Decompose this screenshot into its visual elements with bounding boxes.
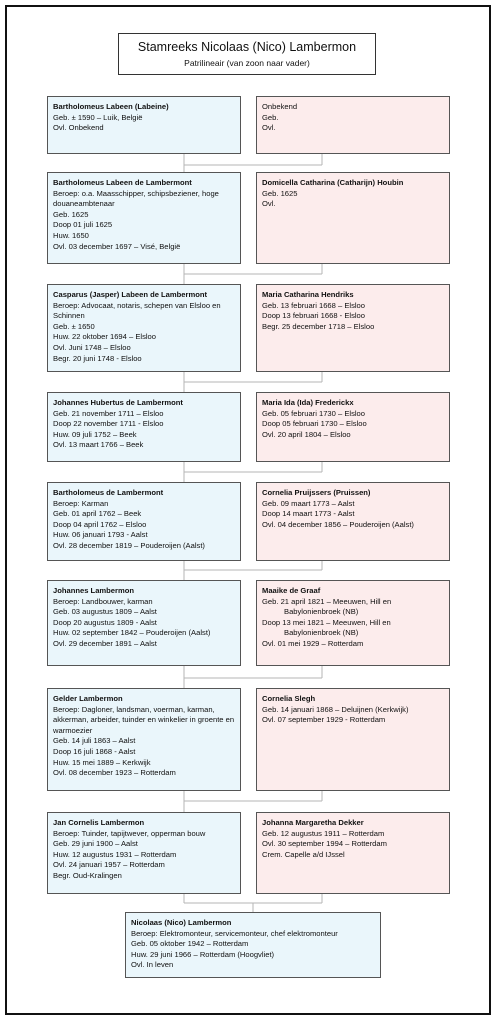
person-name: Domicella Catharina (Catharijn) Houbin xyxy=(262,178,404,187)
person-box-male xyxy=(47,580,241,666)
person-box-male xyxy=(47,688,241,791)
person-detail: Huw. 22 oktober 1694 – Elsloo xyxy=(53,332,157,342)
person-detail: Huw. 09 juli 1752 – Beek xyxy=(53,429,137,439)
person-detail: Ovl. 03 december 1697 – Visé, België xyxy=(53,241,181,251)
person-name: Bartholomeus Labeen de Lambermont xyxy=(53,178,192,187)
person-detail: Geb. 05 oktober 1942 – Rotterdam xyxy=(131,939,249,949)
person-detail: Geb. xyxy=(262,112,279,122)
person-box-female xyxy=(256,688,450,791)
person-name: Gelder Lambermon xyxy=(53,694,123,703)
person-detail: Ovl. 08 december 1923 – Rotterdam xyxy=(53,768,176,778)
person-detail: Doop 04 april 1762 – Elsloo xyxy=(53,519,147,529)
person-box-female xyxy=(256,812,450,894)
person-detail: Geb. 05 februari 1730 – Elsloo xyxy=(262,408,366,418)
person-detail: Ovl. 20 april 1804 – Elsloo xyxy=(262,429,351,439)
person-detail: Beroep: o.a. Maasschipper, schipsbeziener, hoge douaneambtenaar xyxy=(53,188,219,209)
person-detail: Ovl. Juni 1748 – Elsloo xyxy=(53,342,131,352)
person-box-male xyxy=(47,284,241,372)
person-detail: Begr. 25 december 1718 – Elsloo xyxy=(262,321,375,331)
person-detail: Beroep: Landbouwer, karman xyxy=(53,596,153,606)
person-name: Jan Cornelis Lambermon xyxy=(53,818,145,827)
page-subtitle: Patrilineair (van zoon naar vader) xyxy=(184,58,310,68)
connector-1 xyxy=(184,154,322,172)
person-detail: Ovl. 24 januari 1957 – Rotterdam xyxy=(53,860,165,870)
person-detail: Huw. 1650 xyxy=(53,230,89,240)
person-detail: Geb. 14 juli 1863 – Aalst xyxy=(53,736,136,746)
person-box-female xyxy=(256,96,450,154)
person-detail: Beroep: Elektromonteur, servicemonteur, chef elektromonteur xyxy=(131,928,338,938)
person-detail: Ovl. In leven xyxy=(131,960,174,970)
person-detail: Ovl. 07 september 1929 - Rotterdam xyxy=(262,715,386,725)
person-detail: Babylonienbroek (NB) xyxy=(284,628,359,638)
person-box-female xyxy=(256,392,450,462)
person-name: Johannes Hubertus de Lambermont xyxy=(53,398,183,407)
page-title: Stamreeks Nicolaas (Nico) Lambermon xyxy=(137,40,357,54)
person-name: Cornelia Pruijssers (Pruissen) xyxy=(262,488,371,497)
person-detail: Ovl. 01 mei 1929 – Rotterdam xyxy=(262,638,364,648)
person-detail: Geb. 03 augustus 1809 – Aalst xyxy=(53,607,157,617)
person-name: Johanna Margaretha Dekker xyxy=(262,818,364,827)
person-name: Casparus (Jasper) Labeen de Lambermont xyxy=(53,290,208,299)
person-name: Bartholomeus de Lambermont xyxy=(53,488,164,497)
connector-3 xyxy=(184,372,322,392)
person-name: Maaike de Graaf xyxy=(262,586,321,595)
person-box-male xyxy=(47,482,241,561)
connector-7 xyxy=(184,791,322,812)
person-box-male xyxy=(47,392,241,462)
person-detail: Ovl. 13 maart 1766 – Beek xyxy=(53,440,144,450)
person-detail: Beroep: Karman xyxy=(53,498,109,508)
person-detail: Geb. 21 november 1711 – Elsloo xyxy=(53,408,164,418)
person-detail: Babylonienbroek (NB) xyxy=(284,607,359,617)
connector-8 xyxy=(184,894,322,912)
person-box-female xyxy=(256,580,450,666)
person-detail: Geb. 1625 xyxy=(53,209,89,219)
person-detail: Doop 20 augustus 1809 - Aalst xyxy=(53,617,157,627)
person-detail: Huw. 06 januari 1793 - Aalst xyxy=(53,530,148,540)
connector-4 xyxy=(184,462,322,482)
person-detail: Huw. 12 augustus 1931 – Rotterdam xyxy=(53,849,177,859)
person-name: Nicolaas (Nico) Lambermon xyxy=(131,918,232,927)
person-detail: Ovl. xyxy=(262,123,276,133)
person-detail: Geb. 01 april 1762 – Beek xyxy=(53,509,142,519)
person-box-final xyxy=(125,912,381,978)
person-detail: Begr. 20 juni 1748 - Elsloo xyxy=(53,353,142,363)
person-detail: Geb. 1625 xyxy=(262,188,298,198)
person-detail: Geb. 09 maart 1773 – Aalst xyxy=(262,498,355,508)
person-detail: Ovl. xyxy=(262,199,276,209)
person-name: Cornelia Slegh xyxy=(262,694,316,703)
person-detail: Geb. ± 1590 – Luik, België xyxy=(53,112,143,122)
person-name: Johannes Lambermon xyxy=(53,586,135,595)
person-box-female xyxy=(256,482,450,561)
person-detail: Ovl. Onbekend xyxy=(53,123,104,133)
connector-2 xyxy=(184,264,322,284)
person-detail: Geb. 12 augustus 1911 – Rotterdam xyxy=(262,828,385,838)
person-detail: Geb. 21 april 1821 – Meeuwen, Hill en xyxy=(262,596,392,606)
person-detail: Beroep: Dagloner, landsman, voerman, karman, akkerman, arbeider, tuinder en winkelier in groente en warmoezier xyxy=(53,704,235,735)
person-detail: Huw. 02 september 1842 – Pouderoijen (Aalst) xyxy=(53,628,211,638)
person-detail: Ovl. 30 september 1994 – Rotterdam xyxy=(262,839,387,849)
person-box-male xyxy=(47,812,241,894)
person-detail: Geb. 13 februari 1668 – Elsloo xyxy=(262,300,366,310)
person-detail: Doop 13 mei 1821 – Meeuwen, Hill en xyxy=(262,617,391,627)
person-detail: Ovl. 29 december 1891 – Aalst xyxy=(53,638,157,648)
person-detail: Crem. Capelle a/d IJssel xyxy=(262,849,345,859)
person-detail: Huw. 15 mei 1889 – Kerkwijk xyxy=(53,757,151,767)
person-box-male xyxy=(47,172,241,264)
person-detail: Ovl. 04 december 1856 – Pouderoijen (Aalst) xyxy=(262,519,414,529)
person-detail: Ovl. 28 december 1819 – Pouderoijen (Aalst) xyxy=(53,540,205,550)
person-detail: Geb. 29 juni 1900 – Aalst xyxy=(53,839,138,849)
person-detail: Doop 05 februari 1730 – Elsloo xyxy=(262,419,367,429)
person-detail: Geb. 14 januari 1868 – Deluijnen (Kerkwijk) xyxy=(262,704,409,714)
person-box-female xyxy=(256,284,450,372)
person-name: Bartholomeus Labeen (Labeine) xyxy=(53,102,169,111)
person-detail: Doop 14 maart 1773 - Aalst xyxy=(262,509,355,519)
person-detail: Doop 13 februari 1668 - Elsloo xyxy=(262,311,366,321)
person-detail: Huw. 29 juni 1966 – Rotterdam (Hoogvliet) xyxy=(131,949,275,959)
connector-6 xyxy=(184,666,322,688)
person-name: Maria Ida (Ida) Frederickx xyxy=(262,398,354,407)
connector-5 xyxy=(184,561,322,580)
person-detail: Beroep: Tuinder, tapijtwever, opperman bouw xyxy=(53,828,206,838)
person-detail: Doop 16 juli 1868 - Aalst xyxy=(53,746,136,756)
person-detail: Doop 22 november 1711 - Elsloo xyxy=(53,419,164,429)
person-detail: Begr. Oud-Kralingen xyxy=(53,870,122,880)
person-box-male xyxy=(47,96,241,154)
person-detail: Doop 01 juli 1625 xyxy=(53,220,113,230)
person-detail: Geb. ± 1650 xyxy=(53,321,95,331)
person-box-female xyxy=(256,172,450,264)
person-name: Onbekend xyxy=(262,102,298,111)
person-detail: Beroep: Advocaat, notaris, schepen van Elsloo en Schinnen xyxy=(53,300,221,321)
person-name: Maria Catharina Hendriks xyxy=(262,290,354,299)
